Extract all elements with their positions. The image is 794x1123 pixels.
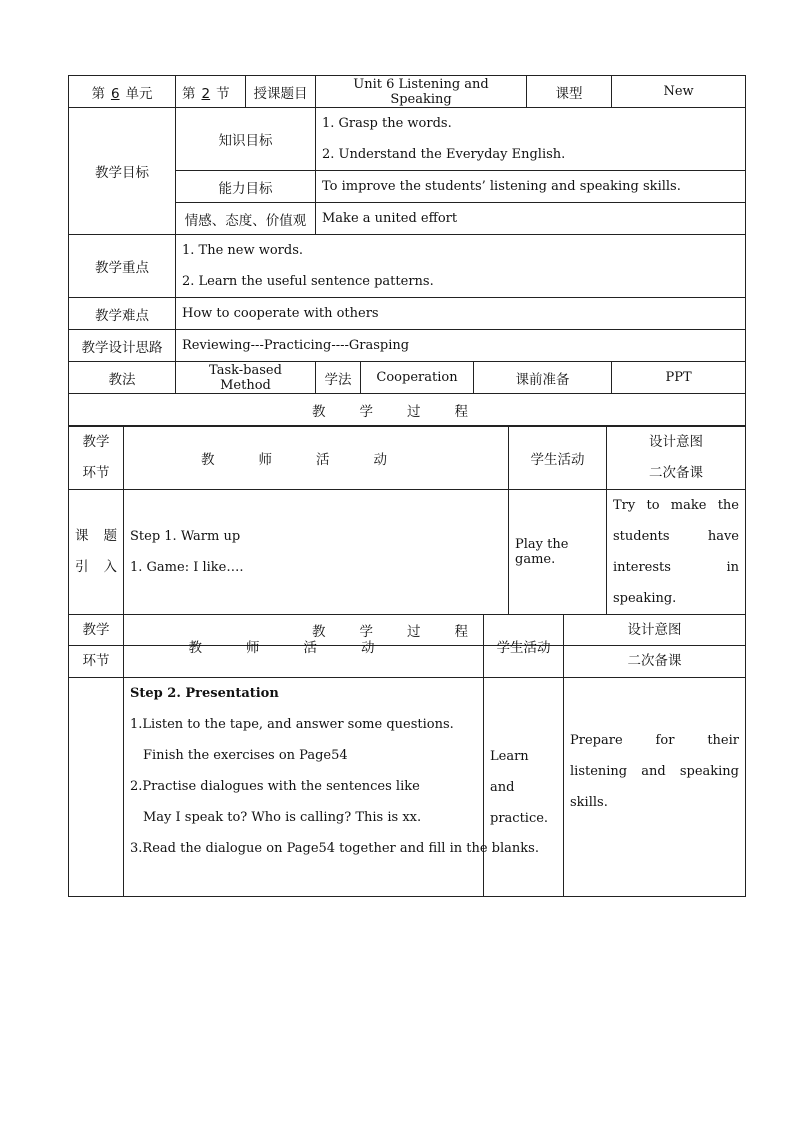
prep-label: 课前准备 [474, 362, 612, 394]
stage-header: 教学 环节 [69, 427, 124, 490]
design-idea-label: 教学设计思路 [69, 330, 176, 362]
emotion-label: 情感、态度、价值观 [176, 203, 316, 235]
lesson-info-table [68, 75, 746, 426]
step2-title: Step 2. Presentation [130, 686, 279, 701]
ability-label: 能力目标 [176, 171, 316, 203]
step2-line: 3.Read the dialogue on Page54 together and fill in the blanks. [130, 841, 539, 856]
step2-student-activity: Learn and practice. [484, 678, 564, 897]
step2-intent: Prepare for their listening and speaking skills. [564, 678, 746, 897]
step2-stage [69, 678, 124, 897]
step1-line: 1. Game: I like…. [130, 560, 244, 575]
step2-line: 1.Listen to the tape, and answer some questions. [130, 717, 454, 732]
intent-header: 设计意图 二次备课 [607, 427, 746, 490]
step1-stage: 课题 引入 [69, 490, 124, 615]
difficulty-value: How to cooperate with others [176, 298, 746, 330]
intent-header-2: 设计意图 二次备课 [564, 615, 746, 678]
step1-teacher-activity [124, 490, 509, 615]
section-cell: 第 2 节 [176, 76, 246, 108]
prep-value: PPT [612, 362, 746, 394]
ability-value: To improve the students’ listening and speaking skills. [316, 171, 746, 203]
key-point-line: 1. The new words. [182, 243, 304, 258]
step2-line: Finish the exercises on Page54 [143, 748, 348, 763]
topic-label: 授课题目 [246, 76, 316, 108]
key-point-line: 2. Learn the useful sentence patterns. [182, 274, 434, 289]
topic-value: Unit 6 Listening and Speaking [316, 76, 527, 108]
teacher-activity-header-2: 教师活动 [124, 615, 484, 678]
stage-header-2: 教学 环节 [69, 615, 124, 678]
process-table-1 [68, 426, 746, 646]
step2-line: May I speak to? Who is calling? This is xx. [143, 810, 422, 825]
unit-cell: 第 6 单元 [69, 76, 176, 108]
process-table-2 [68, 614, 746, 897]
student-activity-header: 学生活动 [509, 427, 607, 490]
step1-line: Step 1. Warm up [130, 529, 241, 544]
learn-method-label: 学法 [316, 362, 361, 394]
step1-student-activity: Play the game. [509, 490, 607, 615]
student-activity-header-2: 学生活动 [484, 615, 564, 678]
design-idea-value: Reviewing---Practicing----Grasping [176, 330, 746, 362]
teach-method-label: 教法 [69, 362, 176, 394]
difficulty-label: 教学难点 [69, 298, 176, 330]
type-value: New [612, 76, 746, 108]
teacher-activity-header: 教师活动 [124, 427, 509, 490]
learn-method-value: Cooperation [361, 362, 474, 394]
knowledge-label: 知识目标 [176, 108, 316, 171]
key-points-content [176, 235, 746, 298]
knowledge-line: 2. Understand the Everyday English. [322, 147, 566, 162]
teach-method-value: Task-based Method [176, 362, 316, 394]
knowledge-content [316, 108, 746, 171]
section-number: 2 [201, 85, 211, 102]
type-label: 课型 [527, 76, 612, 108]
process-title-2: 教学过程 [69, 615, 746, 646]
unit-number: 6 [110, 85, 120, 102]
emotion-value: Make a united effort [316, 203, 746, 235]
step1-intent: Try to make the students have interests in speaking. [607, 490, 746, 615]
step2-line: 2.Practise dialogues with the sentences like [130, 779, 420, 794]
knowledge-line: 1. Grasp the words. [322, 116, 452, 131]
process-title: 教学过程 [69, 394, 746, 426]
objectives-label: 教学目标 [69, 108, 176, 235]
key-points-label: 教学重点 [69, 235, 176, 298]
